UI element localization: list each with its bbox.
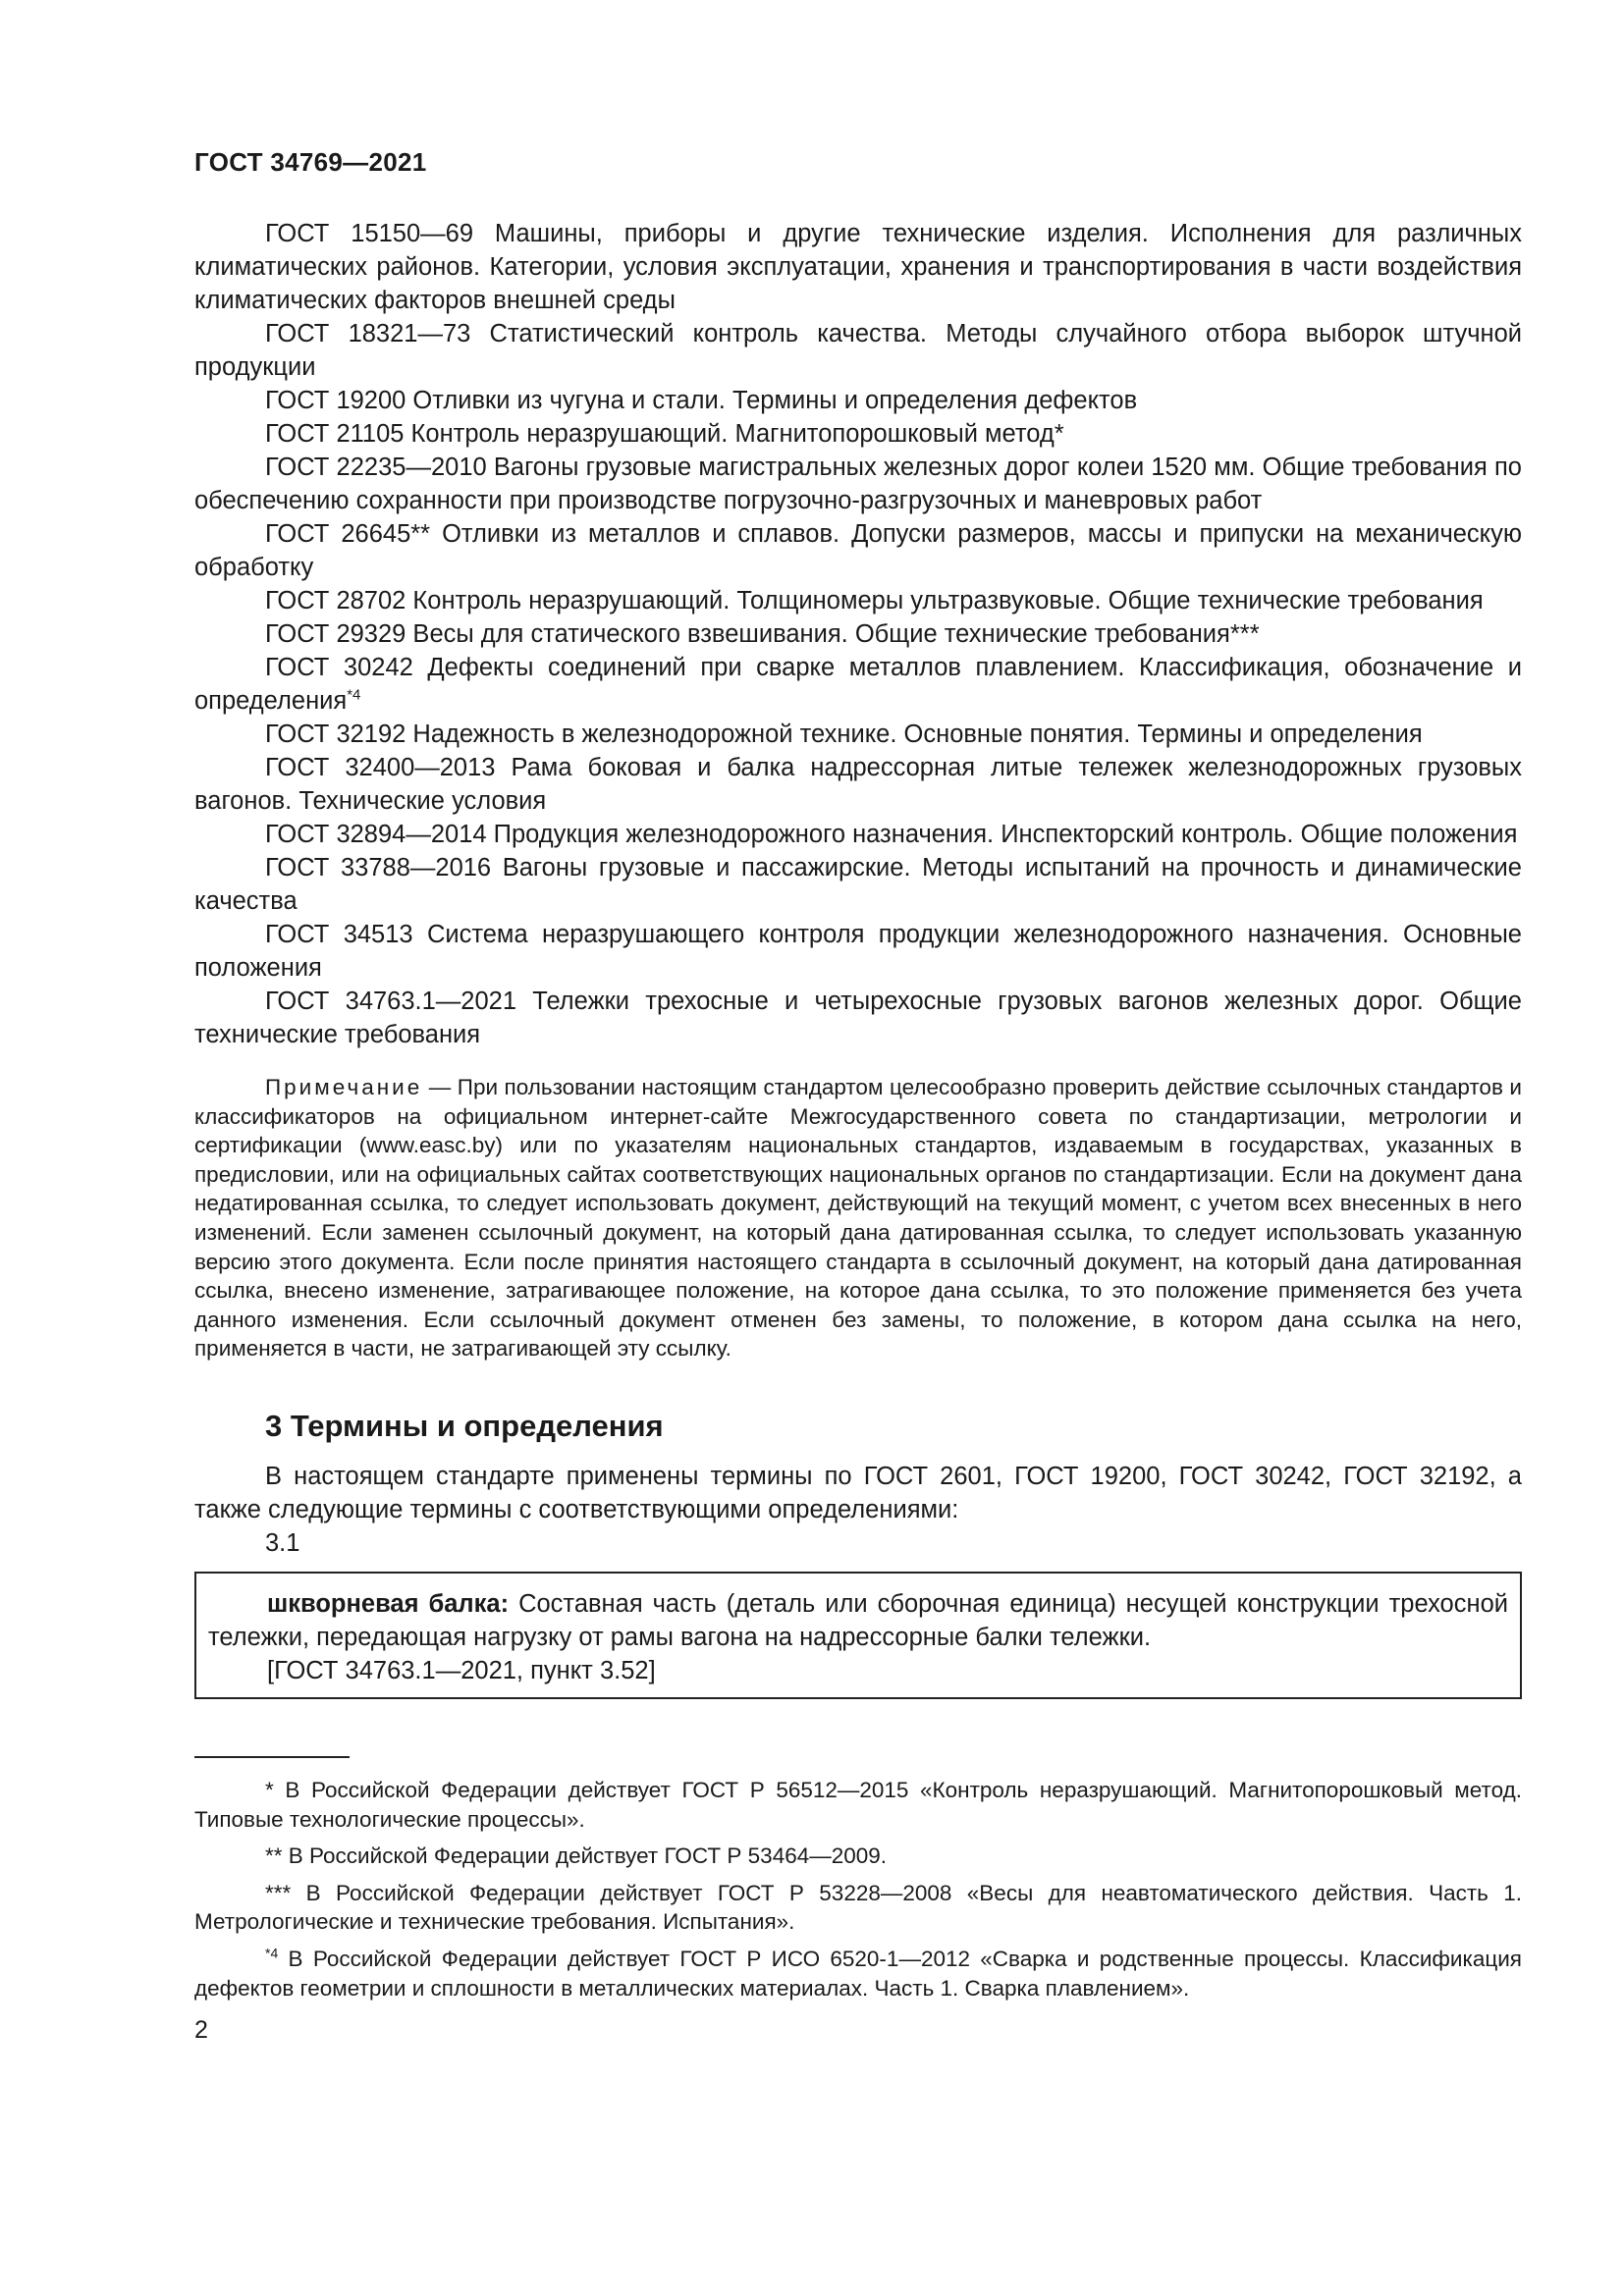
term-definition-text: Составная часть (деталь или сборочная единица) несущей конструкции трехосной тележки, передающая нагрузку от рамы вагона на надрессорные балки тележки.: [208, 1589, 1508, 1651]
document-page: [194, 147, 1522, 2045]
footnote-divider: [194, 1756, 350, 1758]
reference-item: ГОСТ 32400—2013 Рама боковая и балка надрессорная литые тележек железнодорожных грузовых вагонов. Технические условия: [194, 754, 1522, 815]
reference-text: ГОСТ 30242 Дефекты соединений при сварке металлов плавлением. Классификация, обозначение и определения: [194, 654, 1522, 715]
reference-note: [194, 1073, 1522, 1363]
term-definition-box: [194, 1572, 1522, 1699]
footnote-mark: *4: [347, 686, 361, 704]
reference-item: ГОСТ 21105 Контроль неразрушающий. Магнитопорошковый метод*: [265, 420, 1064, 448]
term-name: шкворневая балка:: [267, 1589, 510, 1618]
term-definition: [208, 1587, 1508, 1654]
footnote-text: В Российской Федерации действует ГОСТ Р 53228—2008 «Весы для неавтоматического действия. Часть 1. Метрологические и технические требования. Испытания».: [194, 1880, 1522, 1935]
reference-item: ГОСТ 32894—2014 Продукция железнодорожного назначения. Инспекторский контроль. Общие положения: [265, 821, 1518, 848]
page-number: 2: [194, 2016, 208, 2045]
reference-item: ГОСТ 34513 Система неразрушающего контроля продукции железнодорожного назначения. Основные положения: [194, 921, 1522, 982]
footnote: [194, 1945, 1522, 2002]
reference-item: [194, 651, 1522, 718]
document-header: ГОСТ 34769—2021: [194, 147, 427, 177]
note-label: Примечание: [265, 1075, 423, 1099]
note-text: — При пользовании настоящим стандартом целесообразно проверить действие ссылочных стандартов и классификаторов на официальном интернет-сайте Межгосударственного совета по стандартизации, метрологии и сертификации (www.easc.by) или по указателям национальных стандартов, издаваемым в государствах, указанных в предисловии, или на официальных сайтах соответствующих национальных органов по стандартизации. Если на документ дана недатированная ссылка, то следует использовать документ, действующий на текущий момент, с учетом всех внесенных в него изменений. Если заменен ссылочный документ, на который дана датированная ссылка, то следует использовать указанную версию этого документа. Если после принятия настоящего стандарта в ссылочный документ, на который дана датированная ссылка, внесено изменение, затрагивающее положение, на которое дана ссылка, то это положение применяется без учета данного изменения. Если ссылочный документ отменен без замены, то положение, в котором дана ссылка на него, применяется в части, не затрагивающей эту ссылку.: [194, 1075, 1522, 1362]
reference-item: ГОСТ 32192 Надежность в железнодорожной технике. Основные понятия. Термины и определения: [265, 721, 1423, 748]
reference-item: ГОСТ 22235—2010 Вагоны грузовые магистральных железных дорог колеи 1520 мм. Общие требования по обеспечению сохранности при производстве погрузочно-разгрузочных и маневровых работ: [194, 454, 1522, 514]
reference-item: ГОСТ 29329 Весы для статического взвешивания. Общие технические требования***: [265, 620, 1260, 648]
footnote-text: В Российской Федерации действует ГОСТ Р 53464—2009.: [282, 1843, 888, 1869]
footnote: [194, 1842, 1522, 1871]
section-intro: В настоящем стандарте применены термины по ГОСТ 2601, ГОСТ 19200, ГОСТ 30242, ГОСТ 32192, а также следующие термины с соответствующими определениями:: [194, 1462, 1522, 1523]
reference-item: ГОСТ 26645** Отливки из металлов и сплавов. Допуски размеров, массы и припуски на механическую обработку: [194, 520, 1522, 581]
footnote: [194, 1776, 1522, 1834]
footnote-mark: ***: [265, 1880, 292, 1905]
footnotes: [194, 1776, 1522, 2002]
section-title: 3 Термины и определения: [265, 1408, 664, 1443]
footnote-mark: *4: [265, 1945, 279, 1961]
reference-item: ГОСТ 34763.1—2021 Тележки трехосные и четырехосные грузовых вагонов железных дорог. Общие технические требования: [194, 988, 1522, 1048]
footnote: [194, 1879, 1522, 1937]
normative-references-list: [194, 217, 1522, 1051]
term-number: 3.1: [265, 1528, 300, 1557]
reference-item: ГОСТ 28702 Контроль неразрушающий. Толщиномеры ультразвуковые. Общие технические требования: [265, 587, 1484, 614]
footnote-mark: *: [265, 1777, 274, 1802]
footnote-mark: **: [265, 1843, 283, 1869]
reference-item: ГОСТ 19200 Отливки из чугуна и стали. Термины и определения дефектов: [265, 387, 1138, 414]
footnote-text: В Российской Федерации действует ГОСТ Р 56512—2015 «Контроль неразрушающий. Магнитопорошковый метод. Типовые технологические процессы».: [194, 1777, 1522, 1832]
reference-item: ГОСТ 33788—2016 Вагоны грузовые и пассажирские. Методы испытаний на прочность и динамические качества: [194, 854, 1522, 915]
reference-item: ГОСТ 18321—73 Статистический контроль качества. Методы случайного отбора выборок штучной продукции: [194, 320, 1522, 381]
reference-item: ГОСТ 15150—69 Машины, приборы и другие технические изделия. Исполнения для различных климатических районов. Категории, условия эксплуатации, хранения и транспортирования в части воздействия климатических факторов внешней среды: [194, 220, 1522, 314]
term-source: [ГОСТ 34763.1—2021, пункт 3.52]: [267, 1656, 656, 1684]
footnote-text: В Российской Федерации действует ГОСТ Р ИСО 6520-1—2012 «Сварка и родственные процессы. Классификация дефектов геометрии и сплошности в металлических материалах. Часть 1. Сварка плавлением».: [194, 1946, 1522, 2001]
